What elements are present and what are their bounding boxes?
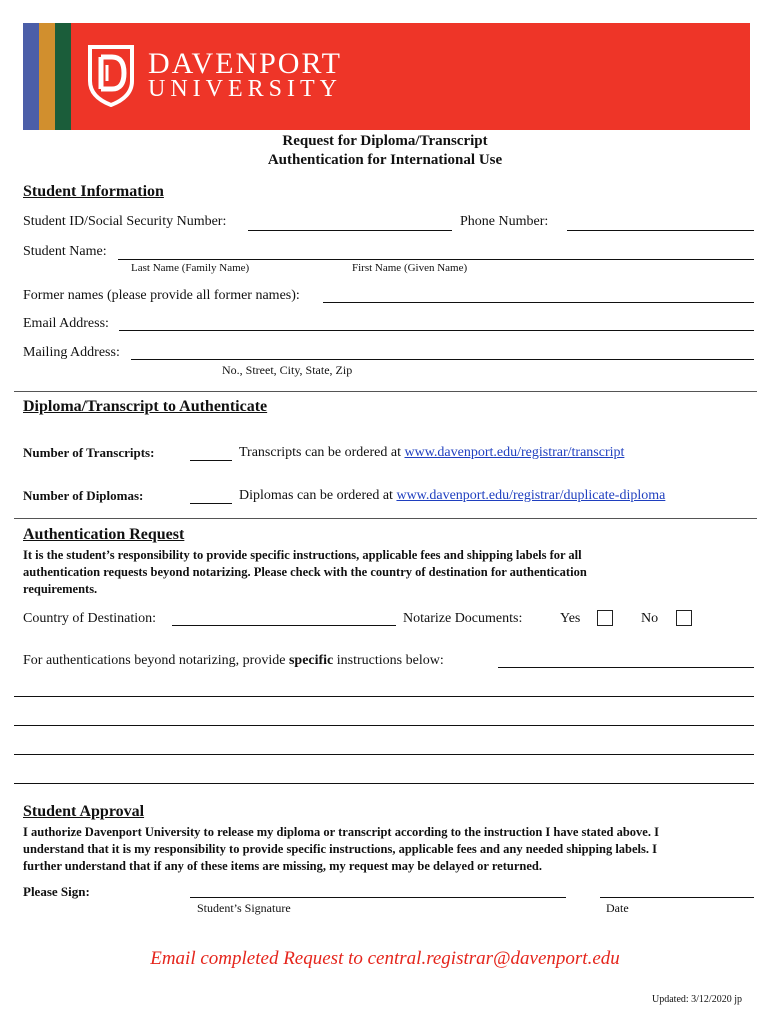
instructions-text-post: instructions below: <box>336 653 444 668</box>
phone-label: Phone Number: <box>460 214 549 229</box>
instructions-field[interactable] <box>498 667 754 668</box>
transcripts-count-field[interactable] <box>190 460 232 461</box>
student-id-label: Student ID/Social Security Number: <box>23 214 227 229</box>
header-stripe-green <box>55 23 71 130</box>
instructions-text-bold: specific <box>288 653 334 668</box>
auth-request-line2: authentication requests beyond notarizing. Please check with the country of destination for authentication <box>23 565 587 579</box>
instructions-line[interactable] <box>14 783 754 784</box>
date-hint: Date <box>606 901 629 915</box>
student-name-field[interactable] <box>118 259 754 260</box>
student-id-field[interactable] <box>248 230 452 231</box>
last-name-hint: Last Name (Family Name) <box>131 262 250 274</box>
mailing-address-hint: No., Street, City, State, Zip <box>222 363 353 377</box>
email-instruction: Email completed Request to central.registrar@davenport.edu <box>150 948 620 969</box>
instructions-label <box>23 653 444 669</box>
section-divider <box>14 391 757 392</box>
country-field[interactable] <box>172 625 396 626</box>
approval-line3: further understand that if any of these items are missing, my request may be delayed or returned. <box>23 859 542 873</box>
diplomas-info <box>239 488 665 504</box>
instructions-line[interactable] <box>14 754 754 755</box>
yes-label: Yes <box>560 611 581 626</box>
diplomas-info-text: Diplomas can be ordered at <box>239 488 393 503</box>
first-name-hint: First Name (Given Name) <box>352 262 468 274</box>
davenport-shield-logo-icon <box>86 45 136 107</box>
approval-heading: Student Approval <box>23 803 145 820</box>
form-title-line2: Authentication for International Use <box>267 152 503 168</box>
former-names-field[interactable] <box>323 302 754 303</box>
approval-line2: understand that it is my responsibility to provide specific instructions, applicable fees and any needed shipping labels. I <box>23 842 658 856</box>
logo-wordmark-line1: DAVENPORT <box>148 47 343 80</box>
student-info-heading: Student Information <box>23 183 164 200</box>
email-label: Email Address: <box>23 316 109 331</box>
email-field[interactable] <box>119 330 754 331</box>
instructions-line[interactable] <box>14 696 754 697</box>
approval-paragraph <box>23 824 763 875</box>
header-stripe-blue <box>23 23 39 130</box>
phone-field[interactable] <box>567 230 754 231</box>
country-label: Country of Destination: <box>23 611 156 626</box>
mailing-address-field[interactable] <box>131 359 754 360</box>
no-checkbox[interactable] <box>676 610 692 626</box>
authenticate-heading: Diploma/Transcript to Authenticate <box>23 398 268 415</box>
no-label: No <box>641 611 659 626</box>
transcripts-info <box>239 445 624 461</box>
diplomas-link[interactable]: www.davenport.edu/registrar/duplicate-diploma <box>396 488 666 503</box>
notarize-label: Notarize Documents: <box>403 611 523 626</box>
auth-request-line3: requirements. <box>23 582 98 596</box>
instructions-text-pre: For authentications beyond notarizing, provide <box>23 653 286 668</box>
header-stripe-gold <box>39 23 55 130</box>
diplomas-count-field[interactable] <box>190 503 232 504</box>
auth-request-heading: Authentication Request <box>23 526 185 543</box>
transcripts-count-label: Number of Transcripts: <box>23 445 155 460</box>
approval-line1: I authorize Davenport University to release my diploma or transcript according to the instruction I have stated above. I <box>23 825 659 839</box>
please-sign-label: Please Sign: <box>23 884 90 899</box>
auth-request-line1: It is the student’s responsibility to provide specific instructions, applicable fees and shipping labels for all <box>23 548 582 562</box>
transcripts-link[interactable]: www.davenport.edu/registrar/transcript <box>404 445 625 460</box>
yes-checkbox[interactable] <box>597 610 613 626</box>
section-divider <box>14 518 757 519</box>
logo-wordmark-line2: UNIVERSITY <box>148 76 342 102</box>
transcripts-info-text: Transcripts can be ordered at <box>239 445 401 460</box>
signature-field[interactable] <box>190 897 566 898</box>
diplomas-count-label: Number of Diplomas: <box>23 488 144 503</box>
former-names-label: Former names (please provide all former names): <box>23 288 300 303</box>
form-title-line1: Request for Diploma/Transcript <box>282 133 488 149</box>
auth-request-paragraph <box>23 547 758 598</box>
signature-hint: Student’s Signature <box>197 901 291 915</box>
date-field[interactable] <box>600 897 754 898</box>
instructions-line[interactable] <box>14 725 754 726</box>
mailing-address-label: Mailing Address: <box>23 345 120 360</box>
student-name-label: Student Name: <box>23 244 107 259</box>
updated-note: Updated: 3/12/2020 jp <box>652 994 742 1005</box>
